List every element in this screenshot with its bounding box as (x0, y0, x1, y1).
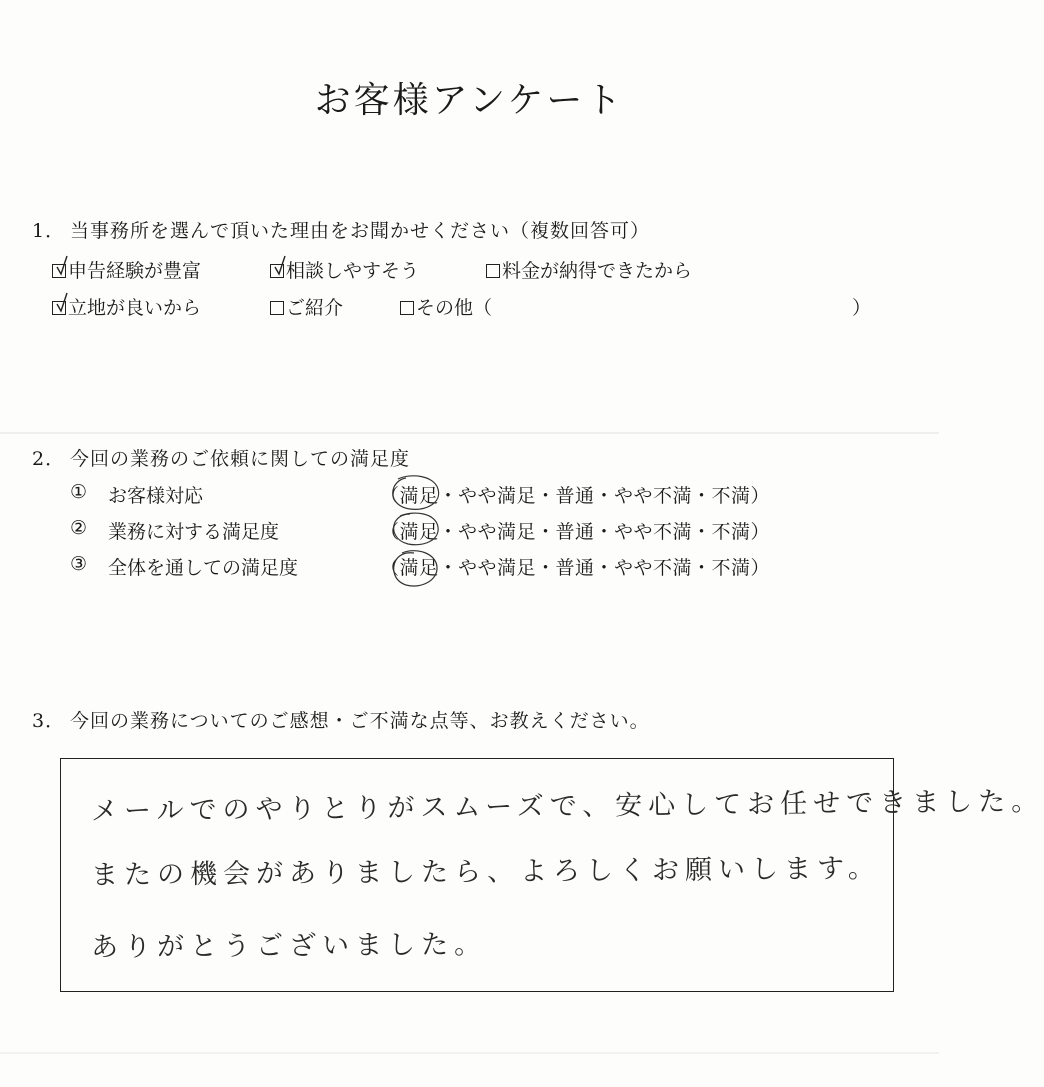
checkbox-location[interactable] (52, 301, 66, 315)
satisfaction-row-3 (70, 553, 870, 581)
option-fee[interactable] (486, 256, 692, 283)
question-1-number: 1． (32, 220, 66, 242)
checkbox-easy-to-consult[interactable] (270, 264, 284, 278)
option-label: その他（ (416, 297, 493, 319)
checkbox-referral[interactable] (270, 301, 284, 315)
option-location[interactable] (52, 293, 201, 320)
option-label: ご紹介 (286, 297, 344, 319)
question-2-heading (32, 444, 410, 471)
other-close-paren: ） (852, 297, 872, 319)
question-2-number: 2． (32, 448, 66, 470)
option-other[interactable] (400, 293, 492, 320)
option-label: 相談しやすそう (286, 260, 420, 282)
satisfaction-row-2 (70, 517, 870, 545)
item-number: ① (70, 481, 88, 503)
option-label: 料金が納得できたから (502, 260, 693, 282)
satisfaction-row-1 (70, 481, 870, 509)
checkmark-icon (55, 255, 69, 277)
satisfaction-scale[interactable]: （満足・やや満足・普通・やや不満・不満） (380, 557, 771, 579)
option-experience[interactable] (52, 256, 201, 283)
item-number: ③ (70, 553, 88, 575)
question-3-text: 今回の業務についてのご感想・ご不満な点等、お教えください。 (70, 710, 650, 732)
checkbox-other[interactable] (400, 301, 414, 315)
question-1-heading (32, 216, 650, 243)
item-label: 全体を通しての満足度 (108, 557, 299, 579)
satisfaction-scale[interactable]: （満足・やや満足・普通・やや不満・不満） (380, 485, 771, 507)
checkmark-icon (273, 255, 287, 277)
checkbox-experience[interactable] (52, 264, 66, 278)
item-number: ② (70, 517, 88, 539)
scan-artifact (0, 1052, 939, 1054)
answer-line-2: またの機会がありましたら、よろしくお願いします。 (90, 853, 881, 891)
checkbox-fee[interactable] (486, 264, 500, 278)
option-label: 立地が良いから (68, 297, 202, 319)
scan-artifact (0, 432, 939, 434)
question-3-heading (32, 706, 650, 733)
option-referral[interactable] (270, 293, 343, 320)
answer-line-1: メールでのやりとりがスムーズで、安心してお任せできました。 (90, 786, 1044, 827)
item-label: お客様対応 (108, 485, 204, 507)
answer-line-3: ありがとうございました。 (90, 929, 488, 963)
question-1-text: 当事務所を選んで頂いた理由をお聞かせください（複数回答可） (70, 220, 651, 242)
checkmark-icon (55, 292, 69, 314)
comment-box[interactable] (60, 758, 1044, 992)
question-1-options-row-1 (52, 256, 912, 282)
option-easy-to-consult[interactable] (270, 256, 419, 283)
item-label: 業務に対する満足度 (108, 521, 280, 543)
question-3-number: 3． (32, 710, 66, 732)
question-1-options-row-2 (52, 293, 912, 319)
page-title: お客様アンケート (314, 80, 625, 121)
satisfaction-scale[interactable]: （満足・やや満足・普通・やや不満・不満） (380, 521, 771, 543)
option-label: 申告経験が豊富 (68, 260, 202, 282)
question-2-text: 今回の業務のご依頼に関しての満足度 (70, 448, 411, 470)
